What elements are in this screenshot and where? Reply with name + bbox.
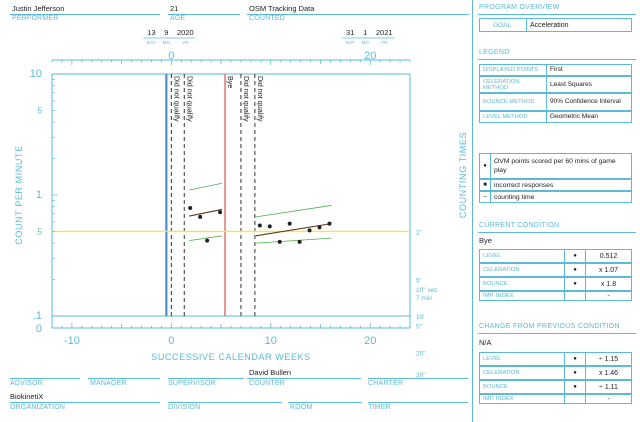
y-tick-label: .1 [32, 310, 42, 322]
condition-row-label [479, 380, 565, 394]
data-point [318, 225, 322, 229]
data-point [205, 239, 209, 243]
current-condition-title: CURRENT CONDITION [479, 222, 560, 229]
room-label: ROOM [290, 404, 313, 411]
counting-time-label: 5'' [416, 323, 423, 331]
date-year: 2021 [375, 28, 393, 37]
y-tick-label: 10 [29, 68, 42, 80]
data-point [327, 222, 331, 226]
condition-row-value [585, 263, 632, 277]
condition-row-symbol [564, 291, 586, 301]
y-axis-label: COUNT PER MINUTE [14, 145, 24, 245]
data-point [268, 224, 272, 228]
goal-label-cell [479, 18, 527, 32]
legend-row-label [479, 64, 547, 76]
data-point [258, 223, 262, 227]
condition-row-label-text: IMP. INDEX [483, 293, 514, 299]
counting-time-label: 20'' [416, 350, 426, 358]
legend-row-label [479, 76, 547, 93]
phase-label: Bye [226, 76, 236, 89]
x-tick-label: -10 [63, 335, 80, 347]
chart-grid [52, 60, 410, 328]
counting-time-label: 10' [416, 314, 425, 321]
goal-value: Acceleration [530, 21, 569, 29]
performer-label: PERFORMER [12, 15, 59, 22]
legend-row-value-text: 90% Confidence Interval [550, 98, 621, 105]
legend-symbol-desc: counting time [494, 193, 535, 201]
supervisor-label: SUPERVISOR [168, 380, 216, 387]
condition-row-value [585, 380, 632, 394]
condition-row-label [479, 366, 565, 380]
legend-row-value-text: First [550, 66, 563, 73]
condition-row-label-text: LEVEL [483, 356, 502, 362]
condition-row-label-text: CELERATION [483, 370, 520, 376]
condition-row-value-text: x 1.46 [598, 369, 619, 377]
change-condition-name: N/A [479, 338, 492, 347]
condition-row-label-text: BOUNCE [483, 384, 508, 390]
condition-row-label [479, 277, 565, 291]
x-tick-label: 0 [168, 335, 175, 347]
date-sub-day: DAY [345, 40, 355, 45]
condition-row-value [585, 352, 632, 366]
change-condition-title: CHANGE FROM PREVIOUS CONDITION [479, 323, 620, 330]
condition-row-label-text: BOUNCE [483, 281, 508, 287]
condition-row-value [585, 394, 632, 404]
condition-row-symbol [564, 263, 586, 277]
phase-lines [166, 74, 265, 316]
condition-row-symbol [564, 249, 586, 263]
date-sub-month: MO [162, 40, 170, 45]
legend-row-label [479, 93, 547, 111]
condition-row-value-text: - [607, 395, 610, 403]
age-value: 21 [170, 4, 179, 13]
legend-row-value-text: Geometric Mean [550, 113, 599, 120]
legend-symbol-text [490, 153, 632, 179]
legend-symbol-text [490, 179, 632, 191]
phase-label: Did not qualify [255, 76, 265, 122]
manager-label: MANAGER [90, 380, 127, 387]
date-month: 1 [363, 28, 368, 37]
legend-row-label-text: DISPLAYED POINTS [483, 67, 539, 73]
condition-row-value [585, 277, 632, 291]
counting-time-label: 2' [416, 229, 421, 237]
celeration-line [189, 209, 222, 216]
y-zero-label: 0 [35, 323, 42, 335]
y-tick-label: .5 [35, 227, 42, 237]
condition-row-symbol-glyph: ● [573, 267, 577, 273]
condition-row-label [479, 291, 565, 301]
phase-label: Did not qualify [241, 76, 251, 122]
condition-row-value [585, 291, 632, 301]
condition-row-value-text: x 1.07 [598, 266, 619, 274]
condition-row-label [479, 352, 565, 366]
current-condition-name: Bye [479, 236, 492, 245]
date-year: 2020 [176, 28, 194, 37]
legend-row-label-text: CELERATION METHOD [483, 78, 520, 91]
condition-row-value [585, 249, 632, 263]
data-point [218, 210, 222, 214]
condition-row-value-text: x 1.8 [600, 280, 617, 288]
phase-label: Did not qualify [185, 76, 195, 122]
bounce-upper-line [189, 183, 222, 190]
condition-row-value-text: ÷ 1.11 [599, 383, 618, 391]
advisor-label: ADVISOR [10, 380, 43, 387]
legend-symbol-glyph: ● [483, 163, 487, 169]
condition-row-symbol [564, 277, 586, 291]
condition-row-label [479, 394, 565, 404]
legend-row-label [479, 111, 547, 123]
condition-row-symbol [564, 394, 586, 404]
date-sub-year: YR [381, 40, 388, 45]
counting-time-label: 10'' sec [416, 287, 438, 295]
data-point [278, 240, 282, 244]
legend-symbol-desc: incorrect responses [494, 181, 554, 189]
legend-row-value [546, 76, 632, 93]
counter-label: COUNTER [249, 380, 286, 387]
performer-value: Justin Jefferson [12, 4, 65, 13]
legend-row-value [546, 93, 632, 111]
legend-symbol-glyph: ■ [483, 182, 487, 188]
condition-row-label [479, 249, 565, 263]
x-axis-label: SUCCESSIVE CALENDAR WEEKS [151, 352, 311, 362]
data-point [308, 228, 312, 232]
condition-row-symbol-glyph: ● [573, 253, 577, 259]
organization-label: ORGANIZATION [10, 404, 66, 411]
top-x-tick-label: 0 [168, 50, 175, 62]
legend-symbol-glyph: – [483, 194, 487, 200]
condition-row-symbol [564, 380, 586, 394]
legend-row-label-text: LEVEL METHOD [483, 114, 528, 120]
legend-symbol-text [490, 191, 632, 203]
legend-title: LEGEND [479, 49, 510, 56]
date-sub-year: YR [182, 40, 189, 45]
data-point [198, 215, 202, 219]
counted-value: OSM Tracking Data [249, 4, 315, 13]
phase-label: Did not qualify [172, 76, 182, 122]
program-overview-title: PROGRAM OVERVIEW [479, 4, 560, 11]
bounce-upper-line [256, 205, 332, 216]
condition-row-value-text: ÷ 1.15 [598, 355, 619, 363]
age-label: AGE [170, 15, 186, 22]
date-marker [143, 28, 195, 45]
goal-label: GOAL [493, 21, 512, 29]
legend-row-value-text: Least Squares [550, 80, 592, 88]
y-tick-label: 5 [37, 106, 42, 116]
counting-time-label: 5' [416, 277, 421, 285]
legend-symbol-desc: OVM points scored per 60 mins of game play [494, 158, 616, 174]
goal-value-cell [526, 18, 632, 32]
top-x-tick-label: 20 [364, 50, 377, 62]
condition-row-label-text: LEVEL [483, 253, 502, 259]
celeration-line [256, 224, 332, 236]
condition-row-symbol [564, 352, 586, 366]
counting-time-label: 7 min [416, 295, 432, 303]
legend-row-value [546, 111, 632, 123]
condition-row-value [585, 366, 632, 380]
data-point [288, 222, 292, 226]
counted-label: COUNTED [249, 15, 286, 22]
plot-frame [52, 74, 410, 316]
date-day: 31 [346, 28, 355, 37]
condition-row-symbol [564, 366, 586, 380]
condition-row-label-text: CELERATION [483, 267, 520, 273]
x-tick-label: 10 [264, 335, 277, 347]
timer-label: TIMER [368, 404, 391, 411]
date-day: 13 [147, 28, 156, 37]
counting-time-label: 30'' [416, 371, 426, 379]
condition-row-label-text: IMP. INDEX [483, 396, 514, 402]
condition-row-symbol-glyph: ● [573, 384, 577, 390]
condition-row-label [479, 263, 565, 277]
charter-label: CHARTER [368, 380, 404, 387]
condition-row-value-text: 0.512 [599, 252, 618, 260]
x-tick-label: 20 [364, 335, 377, 347]
date-marker [342, 28, 394, 45]
division-label: DIVISION [168, 404, 201, 411]
date-sub-month: MO [361, 40, 369, 45]
data-point [298, 240, 302, 244]
condition-row-symbol-glyph: ● [573, 356, 577, 362]
trend-lines [52, 183, 410, 243]
date-month: 9 [164, 28, 169, 37]
condition-row-symbol-glyph: ● [573, 370, 577, 376]
data-point [188, 206, 192, 210]
counter-value: David Bullen [249, 368, 292, 377]
legend-row-value [546, 64, 632, 76]
right-axis-label: COUNTING TIMES [458, 131, 468, 219]
date-sub-day: DAY [146, 40, 156, 45]
bounce-lower-line [256, 238, 332, 243]
legend-row-label-text: BOUNCE METHOD [483, 99, 535, 105]
organization-value: BiokinetiX [10, 392, 44, 401]
y-tick-label: 1 [35, 189, 42, 201]
condition-row-symbol-glyph: ● [573, 281, 577, 287]
condition-row-value-text: - [607, 292, 610, 300]
